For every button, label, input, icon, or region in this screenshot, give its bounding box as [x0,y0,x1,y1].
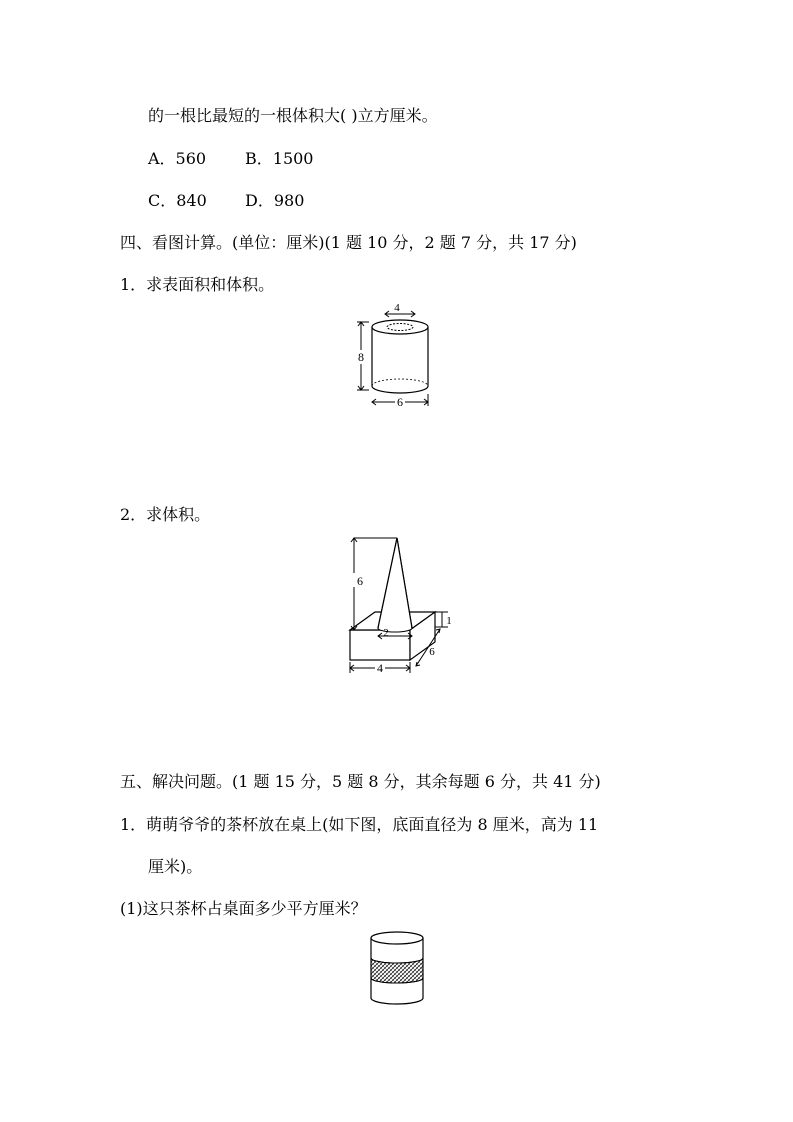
question-stem-continuation: 的一根比最短的一根体积大( )立方厘米。 [148,106,438,125]
option-d: D．980 [245,191,305,210]
fig1-height-label: 8 [358,350,364,364]
section-4-heading: 四、看图计算。(单位：厘米)(1 题 10 分，2 题 7 分，共 17 分) [120,233,577,252]
fig1-top-label: 4 [394,302,400,314]
tea-cup-figure [365,928,429,1008]
cylinder-figure [355,298,445,408]
section-5-question-1: 1．萌萌爷爷的茶杯放在桌上(如下图，底面直径为 8 厘米，高为 11 [120,815,599,834]
fig1-bottom-label: 6 [397,395,403,408]
fig2-cone-diameter-label: 2 [383,627,389,639]
section-5-question-1-cont: 厘米)。 [148,857,203,876]
fig2-box-length-label: 4 [377,661,383,675]
fig2-cone-height-label: 6 [357,574,363,588]
cone-on-slab-figure [340,530,470,675]
section-4-question-1: 1．求表面积和体积。 [120,275,275,294]
section-5-question-1-sub1: (1)这只茶杯占桌面多少平方厘米？ [120,899,367,918]
fig2-box-height-label: 1 [446,615,452,627]
fig2-box-width-label: 6 [429,646,435,658]
option-c: C．840 [148,191,207,210]
section-4-question-2: 2．求体积。 [120,505,211,524]
section-5-heading: 五、解决问题。(1 题 15 分，5 题 8 分，其余每题 6 分，共 41 分) [120,772,601,791]
option-a: A．560 [148,149,207,168]
option-b: B．1500 [245,149,314,168]
